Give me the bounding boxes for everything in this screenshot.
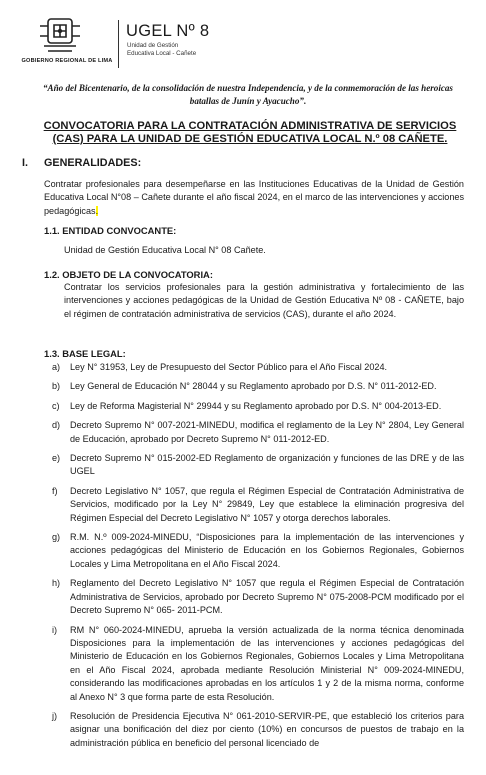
list-item-marker: a) — [52, 362, 61, 372]
list-item — [50, 400, 464, 413]
section-title: GENERALIDADES: — [44, 157, 142, 169]
list-item-text: RM N° 060-2024-MINEDU, aprueba la versión actualizada de la norma técnica denominada Disposiciones para la implementación de las intervenciones y acciones pedagógicas del Ministerio de Educación en los Gobiernos Regionales, Gobiernos Locales y Lima Metropolitana en el Año Fiscal 2024, aprobada mediante Resolución Ministerial N° 009-2024-MINEDU, considerando las modificaciones aprobadas en los artículos 1 y 2 de la misma norma, conforme al Anexo N° 3 que forma parte de esta Resolución. — [70, 624, 464, 702]
subsection-entidad-text: Unidad de Gestión Educativa Local N° 08 Cañete. — [64, 245, 266, 255]
list-item-marker: g) — [52, 532, 61, 543]
subsection-base-legal-title: 1.3. BASE LEGAL: — [44, 348, 126, 359]
header-divider — [118, 20, 119, 68]
list-item-text: Ley N° 31953, Ley de Presupuesto del Sector Público para el Año Fiscal 2024. — [70, 362, 388, 372]
motto: “Año del Bicentenario, de la consolidación de nuestra Independencia, y de la conmemoración de las heroicas batallas de Junín y Ayacucho”. — [43, 83, 453, 106]
list-item — [50, 452, 464, 479]
document-title-line-1: CONVOCATORIA PARA LA CONTRATACIÓN ADMINISTRATIVA DE SERVICIOS — [43, 120, 457, 132]
subsection-entidad-title: 1.1. ENTIDAD CONVOCANTE: — [44, 225, 177, 236]
list-item-text: Decreto Supremo N° 007-2021-MINEDU, modifica el reglamento de la Ley N° 2804, Ley General de Educación, aprobado por Decreto Supremo N° 011-2012-ED. — [70, 420, 464, 444]
logo-caption: GOBIERNO REGIONAL DE LIMA — [21, 58, 113, 64]
ugel-title: UGEL Nº 8 — [126, 22, 210, 40]
list-item-marker: f) — [52, 485, 58, 496]
regional-government-logo — [12, 16, 122, 68]
list-item-marker: b) — [52, 381, 61, 392]
list-item — [50, 710, 464, 750]
list-item-text: Resolución de Presidencia Ejecutiva N° 061-2010-SERVIR-PE, que estableció los criterios para asignar una bonificación del diez por ciento (10%) en concursos de puestos de trabajo en la administración pública en beneficio del personal licenciado de — [70, 710, 464, 748]
list-item — [50, 361, 464, 374]
section-intro — [44, 178, 464, 218]
list-item — [50, 577, 464, 617]
legal-basis-list — [50, 361, 464, 756]
list-item — [50, 531, 464, 571]
list-item-text: R.M. N.º 009-2024-MINEDU, “Disposiciones para la implementación de las intervenciones y acciones pedagógicas del Ministerio de Educación en los Gobiernos Regionales, Gobiernos Locales y Lima Metropolitana en el Año Fiscal 2024. — [70, 532, 464, 569]
list-item-text: Ley General de Educación N° 28044 y su Reglamento aprobado por D.S. N° 011-2012-ED. — [70, 381, 437, 392]
list-item-marker: e) — [52, 453, 61, 464]
list-item — [50, 419, 464, 446]
document-title — [30, 120, 470, 146]
list-item-text: Reglamento del Decreto Legislativo N° 1057 que regula el Régimen Especial de Contratación Administrativa de Servicios, aprobado por Decreto Supremo N° 075-2008-PCM modificado por el Decreto Supremo N° 065- 2011-PCM. — [70, 578, 464, 616]
section-number: I. — [22, 157, 28, 169]
ugel-subtitle-2: Educativa Local - Cañete — [127, 50, 197, 57]
list-item-text: Ley de Reforma Magisterial N° 29944 y su Reglamento aprobado por D.S. N° 004-2013-ED. — [70, 400, 442, 411]
list-item-marker: d) — [52, 420, 61, 431]
list-item-marker: h) — [52, 578, 61, 589]
list-item-marker: i) — [52, 624, 58, 635]
list-item-marker: c) — [52, 400, 60, 411]
list-item — [50, 380, 464, 393]
list-item — [50, 624, 464, 704]
document-title-line-2: (CAS) PARA LA UNIDAD DE GESTIÓN EDUCATIVA LOCAL N.º 08 CAÑETE. — [52, 133, 448, 145]
highlighted-period: . — [95, 205, 99, 216]
list-item-text: Decreto Legislativo N° 1057, que regula el Régimen Especial de Contratación Administrativa de Servicios, modificado por la Ley N° 29849, Ley que establece la eliminación progresiva del Régimen Especial del Decreto Legislativo N° 1057 y otorga derechos laborales. — [70, 485, 464, 523]
subsection-objeto-title: 1.2. OBJETO DE LA CONVOCATORIA: — [44, 269, 213, 280]
ugel-subtitle-1: Unidad de Gestión — [127, 42, 179, 49]
list-item-marker: j) — [52, 710, 58, 721]
list-item — [50, 485, 464, 525]
section-intro-text: Contratar profesionales para desempeñarse en las Instituciones Educativas de la Unidad de Gestión Educativa Local N°08 – Cañete durante el año fiscal 2024, en el marco de las intervenciones y acciones pedagógicas — [44, 179, 464, 216]
coat-of-arms-icon — [34, 16, 86, 56]
list-item-text: Decreto Supremo N° 015-2002-ED Reglamento de organización y funciones de las DRE y de las UGEL — [70, 453, 464, 477]
subsection-objeto-text: Contratar los servicios profesionales para la gestión administrativa y fortalecimiento de las intervenciones y acciones pedagógicas de la Unidad de Gestión Educativa Nº 08 - CAÑETE, bajo el régimen de contratación administrativa de servicios (CAS), durante el año 2024. — [64, 282, 464, 319]
